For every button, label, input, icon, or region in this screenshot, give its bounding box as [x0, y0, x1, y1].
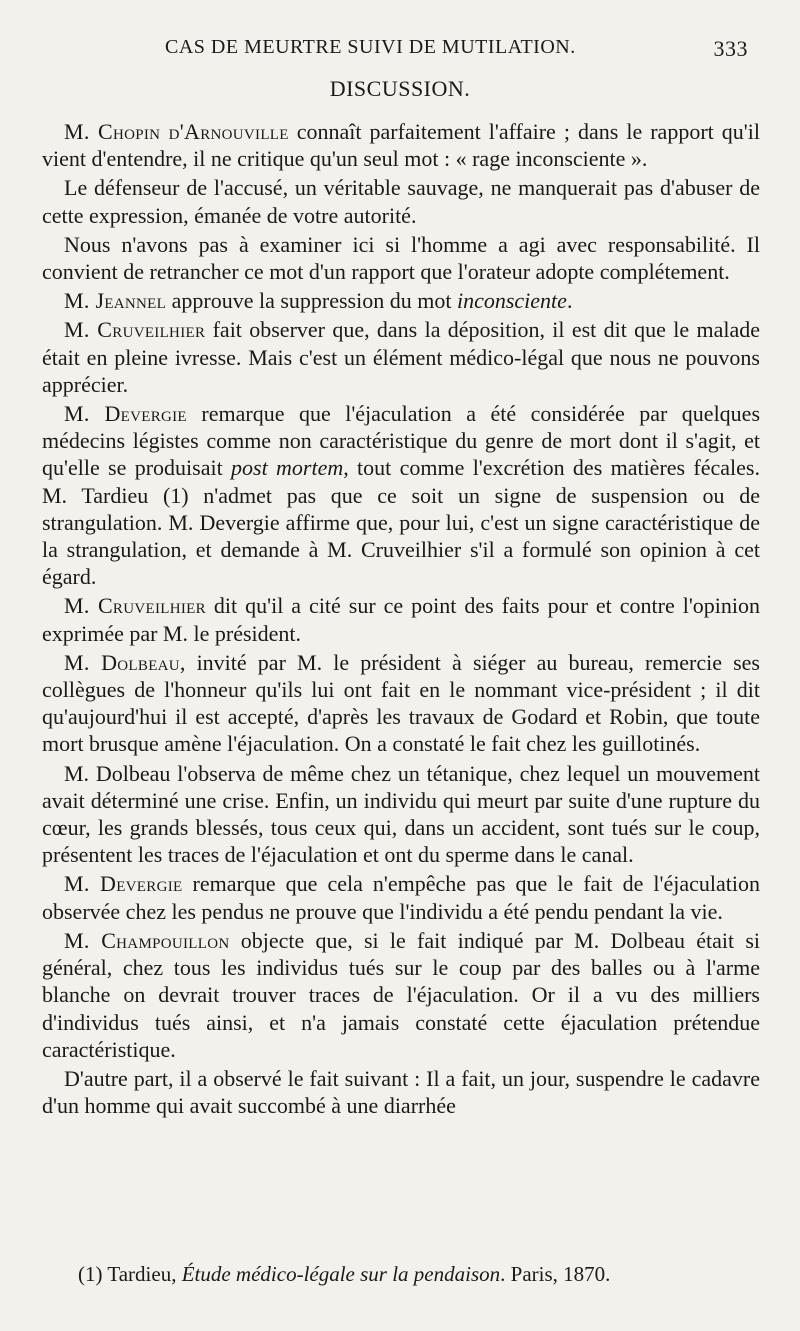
paragraph-text: dit qu'il a cité sur ce point des faits pour et contre l'opinion exprimée par M. le président. — [42, 593, 761, 646]
paragraph-text: Nous n'avons pas à examiner ici si l'homme a agi avec responsabilité. Il convient de retrancher ce mot d'un rapport que l'orateur adopte complétement. — [42, 231, 760, 285]
speaker-name: M. Chopin d'Arnouville — [64, 119, 289, 144]
paragraph-text: , invité par M. le président à siéger au bureau, remercie ses collègues de l'honneur qu'ils lui ont fait en le nommant vice-président ; il dit qu'aujourd'hui il est accepté, d'après les travaux de Godard et Robin, que toute mort brusque amène l'éjaculation. On a constaté le fait chez les guillotinés. — [42, 649, 760, 757]
speaker-name: M. Devergie — [64, 871, 183, 897]
paragraph — [42, 231, 760, 285]
footnote-work-title: Étude médico-légale sur la pendaison — [181, 1262, 501, 1286]
speaker-name: M. Dolbeau — [64, 649, 180, 675]
paragraph-text: D'autre part, il a observé le fait suivant : Il a fait, un jour, suspendre le cadavre d'un homme qui avait succombé à une diarrhée — [42, 1065, 760, 1119]
speaker-name: M. Cruveilhier — [64, 593, 206, 619]
running-head — [165, 36, 748, 64]
paragraph — [42, 760, 760, 869]
speaker-name: M. Cruveilhier — [64, 317, 206, 343]
paragraph-text: Le défenseur de l'accusé, un véritable sauvage, ne manquerait pas d'abuser de cette expression, émanée de votre autorité. — [42, 175, 760, 228]
paragraph-text-after: . — [566, 288, 573, 314]
speaker-name: M. Jeannel — [64, 288, 167, 314]
footnote — [78, 1262, 760, 1287]
page-number: 333 — [713, 36, 748, 61]
emphasis-text: post mortem — [231, 455, 344, 481]
emphasis-text: inconsciente — [456, 288, 567, 314]
paragraph-text: approuve la suppression du mot — [166, 288, 457, 314]
speaker-name: M. Champouillon — [64, 927, 230, 953]
running-title: CAS DE MEURTRE SUIVI DE MUTILATION. — [165, 36, 576, 58]
paragraph — [42, 400, 760, 590]
paragraph — [42, 174, 760, 228]
paragraph-text: remarque que cela n'empêche pas que le fait de l'éjaculation observée chez les pendus ne prouve que l'individu a été pendu pendant la vie. — [42, 871, 761, 924]
paragraph-text: connaît parfaitement l'affaire ; dans le rapport qu'il vient d'entendre, il ne critique qu'un seul mot : « rage inconsciente ». — [42, 119, 760, 172]
footnote-marker: (1) — [78, 1262, 108, 1286]
paragraph-text: M. Dolbeau l'observa de même chez un tétanique, chez lequel un mouvement avait déterminé une crise. Enfin, un individu qui meurt par suite d'une rupture du cœur, les grands blessés, tous ceux qui, dans un accident, sont tués sur le coup, présentent les traces de l'éjaculation et ont du sperme dans le canal. — [42, 760, 760, 868]
paragraph — [42, 870, 760, 924]
paragraph-text-after: , tout comme l'excrétion des matières fécales. M. Tardieu (1) n'admet pas que ce soit un signe de suspension ou de strangulation. M. Devergie affirme que, pour lui, c'est un signe caractéristique de la strangulation, et demande à M. Cruveilhier s'il a formulé son opinion à cet égard. — [42, 455, 760, 590]
footnote-rest: . Paris, 1870. — [500, 1262, 611, 1286]
paragraph-text: remarque que l'éjaculation a été considérée par quelques médecins légistes comme non caractéristique du genre de mort dont il s'agit, et qu'elle se produisait — [42, 401, 761, 481]
paragraph — [42, 592, 760, 646]
speaker-name: M. Devergie — [64, 401, 187, 427]
paragraph-text: fait observer que, dans la déposition, il est dit que le malade était en pleine ivresse. Mais c'est un élément médico-légal que nous ne pouvons apprécier. — [42, 317, 760, 397]
paragraph — [42, 287, 760, 314]
paragraph — [42, 316, 760, 398]
paragraph — [42, 118, 760, 172]
section-heading: DISCUSSION. — [329, 76, 471, 101]
paragraph — [42, 927, 760, 1063]
body-text — [42, 118, 760, 1121]
footnote-author: Tardieu, — [107, 1262, 182, 1286]
paragraph-text: objecte que, si le fait indiqué par M. Dolbeau était si général, chez tous les individus tués sur le coup par des balles ou à l'arme blanche on devrait trouver traces de l'éjaculation. Or il a vu des milliers d'individus tués ainsi, et n'a jamais constaté cette éjaculation prétendue caractéristique. — [42, 927, 760, 1062]
paragraph — [42, 1065, 760, 1119]
paragraph — [42, 649, 760, 758]
